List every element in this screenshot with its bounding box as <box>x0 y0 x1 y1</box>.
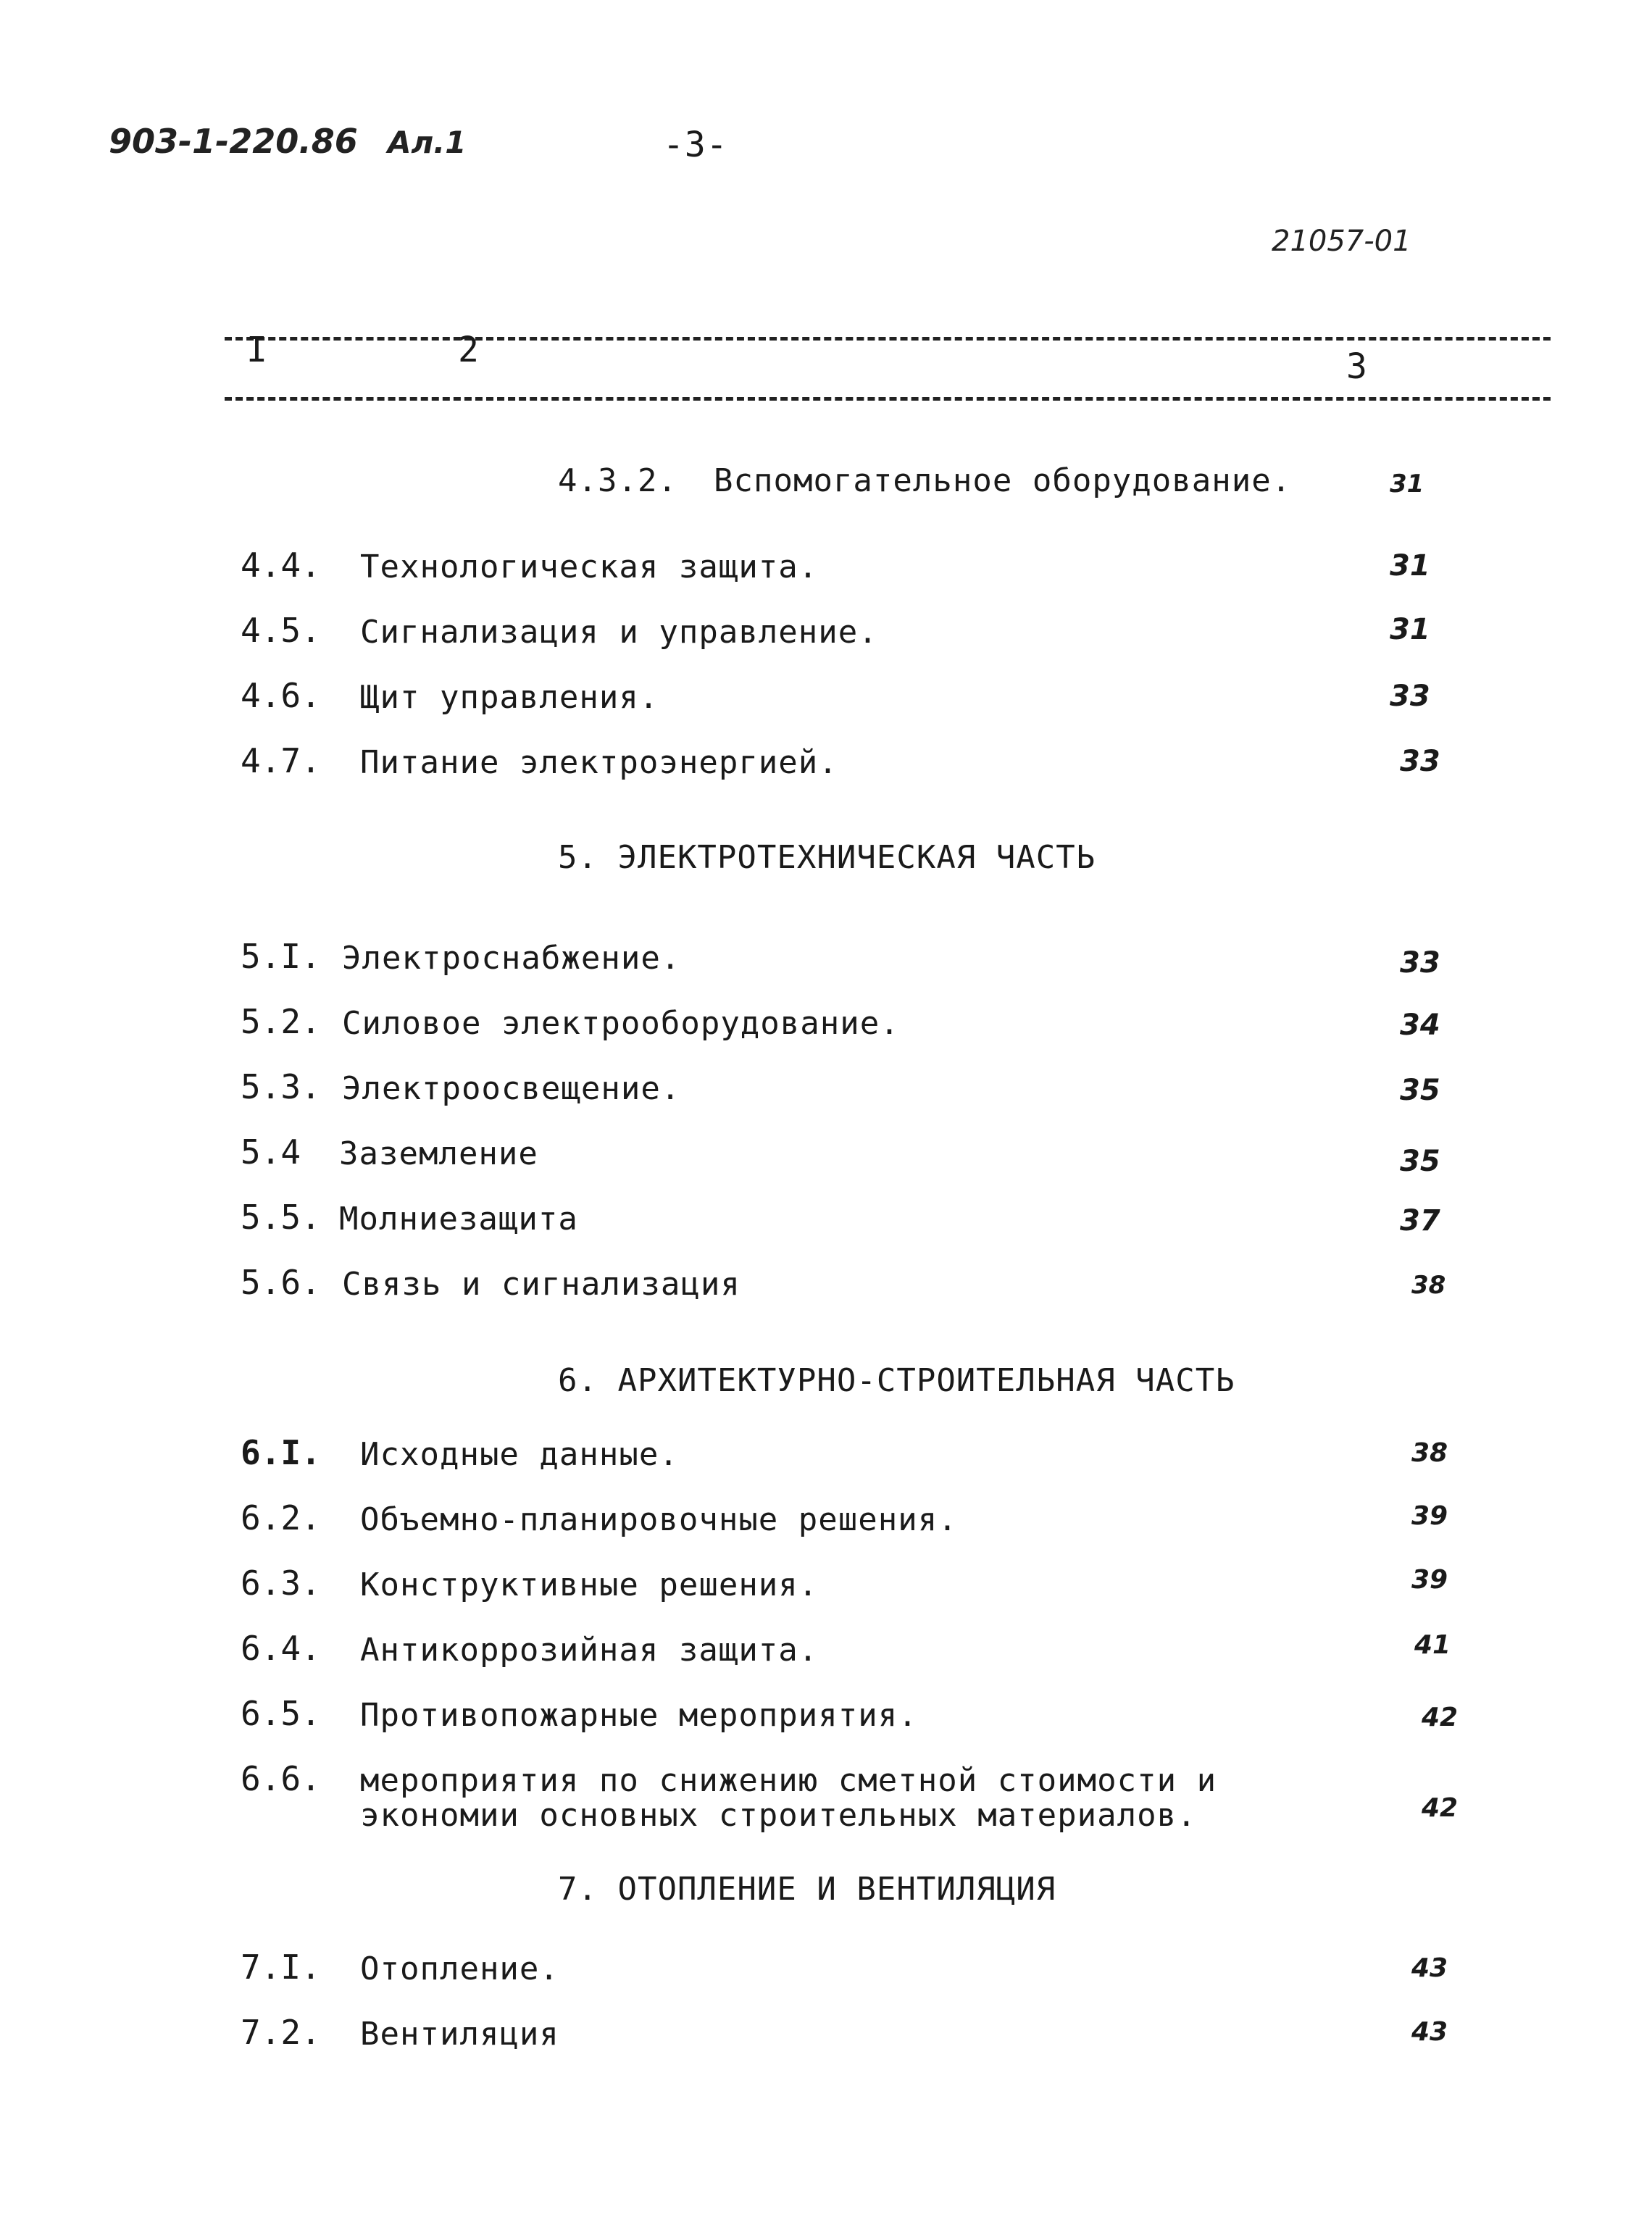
entry-title: Электроосвещение. <box>342 1070 681 1107</box>
sheet-label: Ал.1 <box>388 125 467 160</box>
entry-page: 38 <box>1411 1438 1448 1468</box>
section-heading: 5. ЭЛЕКТРОТЕХНИЧЕСКАЯ ЧАСТЬ <box>558 839 1096 876</box>
entry-number: 6.5. <box>241 1694 321 1733</box>
entry-title: Молниезащита <box>339 1201 578 1237</box>
entry-title: Технологическая защита. <box>360 548 819 585</box>
entry-title: Вентиляция <box>360 2016 559 2053</box>
entry-number: 4.5. <box>241 611 321 650</box>
entry-page: 31 <box>1390 469 1424 498</box>
entry-page: 43 <box>1411 2017 1448 2047</box>
entry-number: 4.7. <box>241 741 321 780</box>
entry-page: 35 <box>1400 1074 1440 1107</box>
header-rule-top <box>225 337 1551 341</box>
entry-title: Щит управления. <box>360 679 659 716</box>
column-1-label: I <box>246 330 267 370</box>
entry-number: 5.3. <box>241 1067 321 1106</box>
entry-title: Силовое электрооборудование. <box>342 1005 900 1042</box>
entry-number: 6.I. <box>241 1433 321 1472</box>
entry-page: 39 <box>1411 1565 1448 1595</box>
entry-title: Отопление. <box>360 1950 559 1987</box>
entry-page: 42 <box>1422 1703 1459 1732</box>
entry-title-line-2: экономии основных строительных материалов. <box>360 1797 1197 1834</box>
entry-number: 7.I. <box>241 1948 321 1987</box>
entry-title: Связь и сигнализация <box>342 1266 741 1303</box>
entry-title: Объемно-планировочные решения. <box>360 1501 958 1538</box>
entry-number: 4.3.2. <box>558 462 677 499</box>
entry-number: 6.2. <box>241 1498 321 1537</box>
entry-title: Противопожарные мероприятия. <box>360 1697 918 1734</box>
entry-title: Заземление <box>339 1135 538 1172</box>
entry-number: 6.6. <box>241 1759 321 1798</box>
header-rule-bottom <box>225 397 1551 401</box>
entry-number: 5.I. <box>241 937 321 976</box>
entry-page: 38 <box>1411 1271 1446 1300</box>
entry-number: 5.5. <box>241 1198 321 1237</box>
entry-title-line-1: мероприятия по снижению сметной стоимости и <box>360 1762 1217 1799</box>
page-number: -3- <box>663 125 728 165</box>
entry-title: Электроснабжение. <box>342 940 681 977</box>
entry-title: Сигнализация и управление. <box>360 614 878 651</box>
entry-page: 34 <box>1400 1009 1440 1042</box>
entry-number: 5.2. <box>241 1002 321 1041</box>
section-heading: 6. АРХИТЕКТУРНО-СТРОИТЕЛЬНАЯ ЧАСТЬ <box>558 1362 1235 1399</box>
entry-number: 6.3. <box>241 1564 321 1603</box>
entry-number: 5.4 <box>241 1132 301 1172</box>
entry-page: 39 <box>1411 1501 1448 1531</box>
entry-title: Вспомогательное оборудование. <box>714 462 1292 499</box>
entry-page: 41 <box>1414 1630 1451 1660</box>
entry-number: 4.6. <box>241 676 321 715</box>
document-code: 903-1-220.86 <box>109 122 358 161</box>
entry-number: 4.4. <box>241 546 321 585</box>
entry-title: Питание электроэнергией. <box>360 744 838 781</box>
entry-page: 43 <box>1411 1953 1448 1983</box>
stamp-number: 21057-01 <box>1272 225 1411 258</box>
entry-number: 6.4. <box>241 1629 321 1668</box>
entry-page: 31 <box>1390 549 1430 583</box>
entry-page: 31 <box>1390 613 1430 646</box>
entry-page: 35 <box>1400 1145 1440 1178</box>
entry-page: 33 <box>1400 946 1440 980</box>
section-heading: 7. ОТОПЛЕНИЕ И ВЕНТИЛЯЦИЯ <box>558 1871 1056 1908</box>
entry-page: 33 <box>1390 680 1430 713</box>
entry-title: Исходные данные. <box>360 1436 679 1473</box>
entry-number: 5.6. <box>241 1263 321 1302</box>
column-2-label: 2 <box>458 330 479 370</box>
entry-title: Антикоррозийная защита. <box>360 1632 819 1669</box>
entry-page: 37 <box>1400 1204 1440 1237</box>
entry-page: 33 <box>1400 745 1440 778</box>
column-3-label: 3 <box>1346 346 1367 387</box>
entry-page: 42 <box>1422 1793 1459 1823</box>
entry-number: 7.2. <box>241 2013 321 2052</box>
entry-title: Конструктивные решения. <box>360 1566 819 1603</box>
